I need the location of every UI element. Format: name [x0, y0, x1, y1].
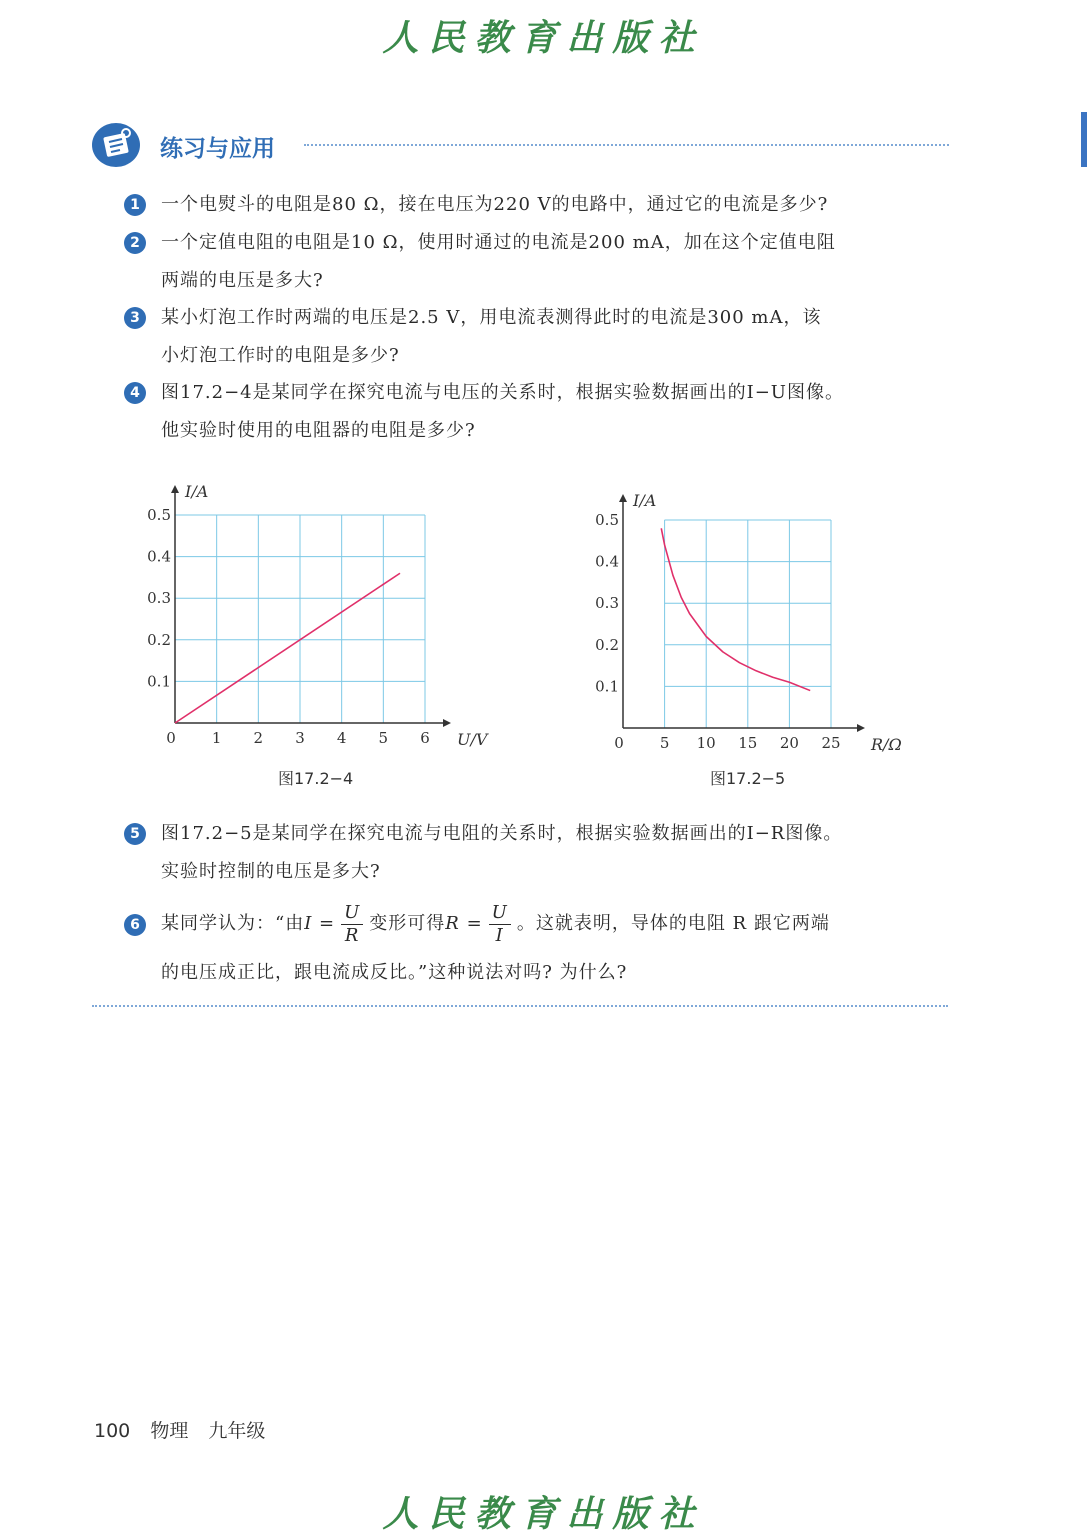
page-number: 100 [94, 1420, 131, 1442]
x-tick-label: 25 [821, 734, 841, 752]
x-axis-label: U/V [457, 730, 488, 749]
x-axis-arrow [857, 724, 865, 732]
x-axis-label: R/Ω [871, 735, 902, 754]
page-footer [94, 1416, 279, 1443]
fraction-u-over-r [341, 902, 363, 947]
question-number: 4 [124, 382, 146, 404]
x-tick-label: 4 [336, 729, 347, 747]
x-tick-label: 5 [659, 734, 670, 752]
question-number: 3 [124, 307, 146, 329]
y-tick-label: 0.3 [595, 594, 619, 613]
side-tab [1081, 112, 1087, 167]
text-segment: 变形可得 [369, 913, 446, 934]
fraction-u-over-i [489, 902, 511, 947]
publisher-watermark-top: 人民教育出版社 [382, 17, 705, 59]
section-title: 练习与应用 [160, 136, 275, 162]
equation-lhs: I = [304, 913, 336, 934]
figure-caption-17-2-4: 图17.2−4 [278, 769, 354, 788]
section-bottom-divider [92, 1005, 948, 1007]
question-5 [124, 815, 934, 891]
y-tick-label: 0.2 [147, 630, 171, 649]
header-divider [304, 144, 949, 146]
question-text-line1: 某小灯泡工作时两端的电压是2.5 V，用电流表测得此时的电流是300 mA，该 [161, 307, 822, 328]
question-text-line2: 小灯泡工作时的电阻是多少? [161, 345, 400, 366]
y-tick-label: 0.5 [595, 511, 619, 529]
question-number: 1 [124, 194, 146, 216]
equation-lhs: R = [445, 913, 483, 934]
section-header [92, 122, 952, 170]
series-line-i-u [175, 573, 400, 723]
x-axis-arrow [443, 719, 451, 727]
question-4 [124, 374, 934, 450]
x-tick-label: 10 [696, 734, 716, 752]
question-text-line2: 他实验时使用的电阻器的电阻是多少? [161, 420, 476, 441]
publisher-watermark-bottom: 人民教育出版社 [382, 1493, 705, 1535]
exercise-icon [92, 122, 142, 168]
x-tick-label: 1 [211, 729, 222, 747]
x-tick-label: 0 [166, 729, 176, 747]
x-tick-label: 0 [614, 734, 624, 752]
y-tick-label: 0.5 [147, 506, 171, 524]
y-tick-label: 0.1 [147, 672, 171, 691]
x-tick-label: 3 [295, 729, 305, 747]
question-text-line2: 实验时控制的电压是多大? [161, 861, 381, 882]
chart-i-r [580, 470, 920, 760]
question-number: 5 [124, 823, 146, 845]
x-tick-label: 6 [420, 729, 430, 747]
x-tick-label: 15 [738, 734, 758, 752]
y-tick-label: 0.3 [147, 589, 171, 608]
y-tick-label: 0.4 [147, 547, 171, 566]
question-text-line1: 图17.2−4是某同学在探究电流与电压的关系时，根据实验数据画出的I−U图像。 [161, 382, 844, 403]
x-tick-label: 20 [779, 734, 799, 752]
question-text-line2: 的电压成正比，跟电流成反比。”这种说法对吗? 为什么? [161, 962, 628, 983]
subject-label: 物理 [150, 1420, 189, 1442]
text-segment: 某同学认为：“由 [161, 913, 305, 934]
grade-label: 九年级 [208, 1420, 266, 1442]
question-number: 6 [124, 914, 146, 936]
question-3 [124, 299, 934, 375]
fraction-numerator: U [489, 902, 511, 925]
y-axis-arrow [171, 485, 179, 493]
y-axis-label: I/A [185, 482, 209, 501]
fraction-denominator: R [344, 924, 360, 946]
y-axis-label: I/A [633, 491, 657, 510]
figure-caption-17-2-5: 图17.2−5 [710, 769, 786, 788]
series-line-i-r [661, 528, 810, 690]
question-text-line1: 一个定值电阻的电阻是10 Ω，使用时通过的电流是200 mA，加在这个定值电阻 [161, 232, 836, 253]
x-tick-label: 5 [378, 729, 389, 747]
y-tick-label: 0.2 [595, 635, 619, 654]
fraction-numerator: U [341, 902, 363, 925]
question-text-line1 [161, 896, 931, 952]
y-tick-label: 0.1 [595, 677, 619, 696]
fraction-denominator: I [495, 924, 504, 946]
question-2 [124, 224, 934, 300]
question-text-line2: 两端的电压是多大? [161, 270, 324, 291]
question-6 [124, 896, 934, 996]
question-text-line1: 图17.2−5是某同学在探究电流与电阻的关系时，根据实验数据画出的I−R图像。 [161, 823, 843, 844]
y-tick-label: 0.4 [595, 552, 619, 571]
question-text: 一个电熨斗的电阻是80 Ω，接在电压为220 V的电路中，通过它的电流是多少? [161, 194, 829, 215]
chart-i-u [130, 460, 490, 760]
question-number: 2 [124, 232, 146, 254]
x-tick-label: 2 [253, 729, 264, 747]
y-axis-arrow [619, 494, 627, 502]
text-segment: 。这就表明，导体的电阻 R 跟它两端 [516, 913, 830, 934]
